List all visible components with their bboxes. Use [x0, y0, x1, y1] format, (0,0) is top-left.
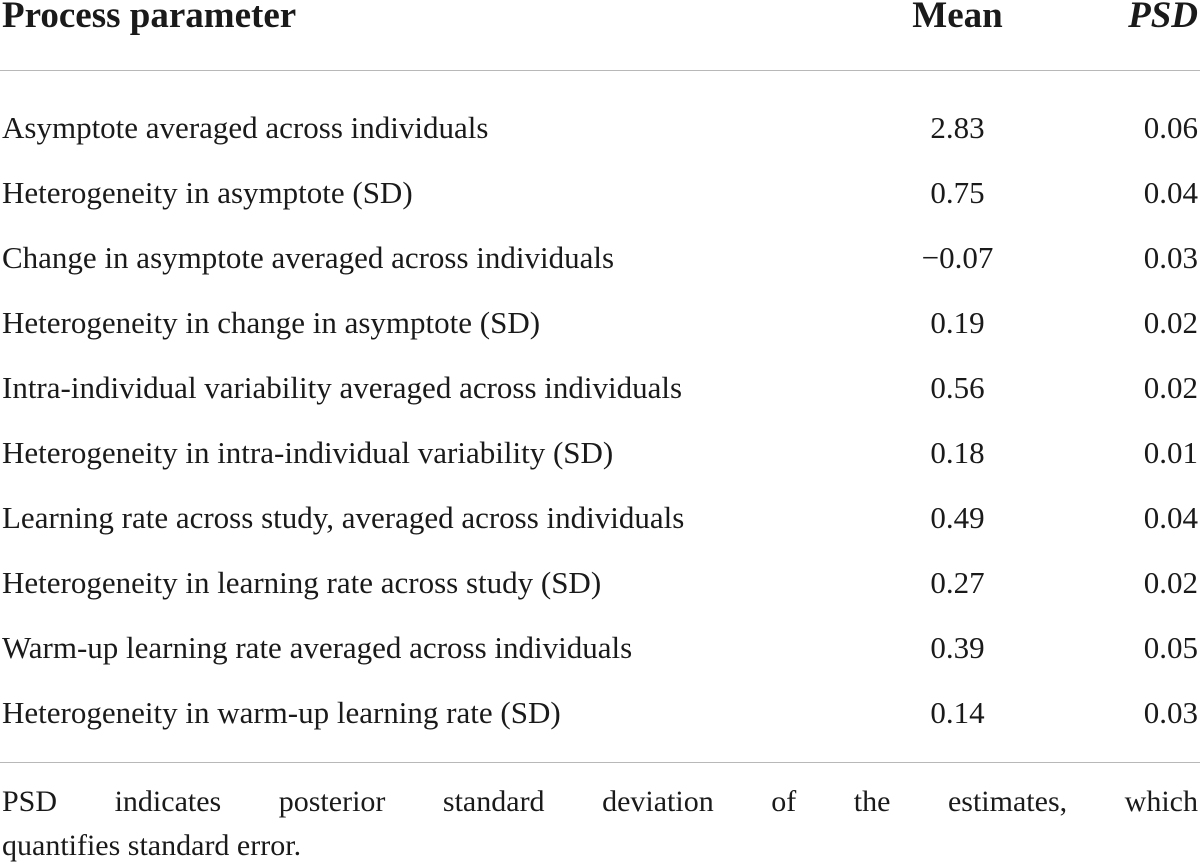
footnote-word: which	[1124, 785, 1198, 818]
row-mean: 0.39	[930, 630, 985, 665]
footnote-line-1	[2, 780, 1198, 824]
row-parameter: Heterogeneity in change in asymptote (SD)	[2, 305, 541, 340]
table-row	[0, 485, 1200, 550]
table-row	[0, 95, 1200, 160]
row-parameter: Change in asymptote averaged across individuals	[2, 240, 615, 275]
table-row	[0, 615, 1200, 680]
row-psd: 0.06	[1143, 110, 1198, 145]
table-row	[0, 290, 1200, 355]
row-mean: 0.14	[930, 695, 985, 730]
row-parameter: Heterogeneity in warm-up learning rate (SD)	[2, 695, 561, 730]
footnote-word: estimates,	[947, 785, 1068, 818]
header-divider	[0, 70, 1200, 71]
footnote-word: deviation	[602, 785, 714, 818]
row-psd: 0.02	[1143, 565, 1198, 600]
row-psd: 0.01	[1143, 435, 1198, 470]
row-psd: 0.03	[1143, 695, 1198, 730]
row-psd: 0.04	[1143, 175, 1198, 210]
row-mean: 2.83	[930, 110, 985, 145]
header-psd: PSD	[1128, 0, 1198, 36]
table-footnote	[2, 780, 1198, 868]
footnote-line-2: quantifies standard error.	[2, 829, 302, 862]
row-mean: −0.07	[921, 240, 994, 275]
row-parameter: Asymptote averaged across individuals	[2, 110, 489, 145]
table-row	[0, 160, 1200, 225]
row-parameter: Warm-up learning rate averaged across individuals	[2, 630, 633, 665]
row-parameter: Heterogeneity in intra-individual variability (SD)	[2, 435, 614, 470]
row-parameter: Intra-individual variability averaged across individuals	[2, 370, 683, 405]
table-row	[0, 680, 1200, 745]
header-process-parameter: Process parameter	[2, 0, 297, 36]
footnote-word: standard	[442, 785, 545, 818]
table-row	[0, 550, 1200, 615]
footer-divider	[0, 762, 1200, 763]
row-mean: 0.19	[930, 305, 985, 340]
header-mean: Mean	[912, 0, 1003, 36]
row-mean: 0.27	[930, 565, 985, 600]
table-row	[0, 225, 1200, 290]
row-psd: 0.02	[1143, 305, 1198, 340]
row-mean: 0.49	[930, 500, 985, 535]
row-psd: 0.03	[1143, 240, 1198, 275]
footnote-word: indicates	[114, 785, 222, 818]
row-psd: 0.04	[1143, 500, 1198, 535]
row-mean: 0.75	[930, 175, 985, 210]
row-mean: 0.18	[930, 435, 985, 470]
row-parameter: Learning rate across study, averaged across individuals	[2, 500, 685, 535]
row-parameter: Heterogeneity in learning rate across study (SD)	[2, 565, 602, 600]
footnote-word: posterior	[278, 785, 386, 818]
footnote-word: PSD	[2, 785, 58, 818]
row-psd: 0.02	[1143, 370, 1198, 405]
row-mean: 0.56	[930, 370, 985, 405]
table-row	[0, 355, 1200, 420]
table-header-row	[0, 0, 1200, 44]
row-parameter: Heterogeneity in asymptote (SD)	[2, 175, 413, 210]
footnote-word: the	[853, 785, 891, 818]
footnote-word: of	[771, 785, 797, 818]
row-psd: 0.05	[1143, 630, 1198, 665]
table-row	[0, 420, 1200, 485]
table-body	[0, 95, 1200, 745]
